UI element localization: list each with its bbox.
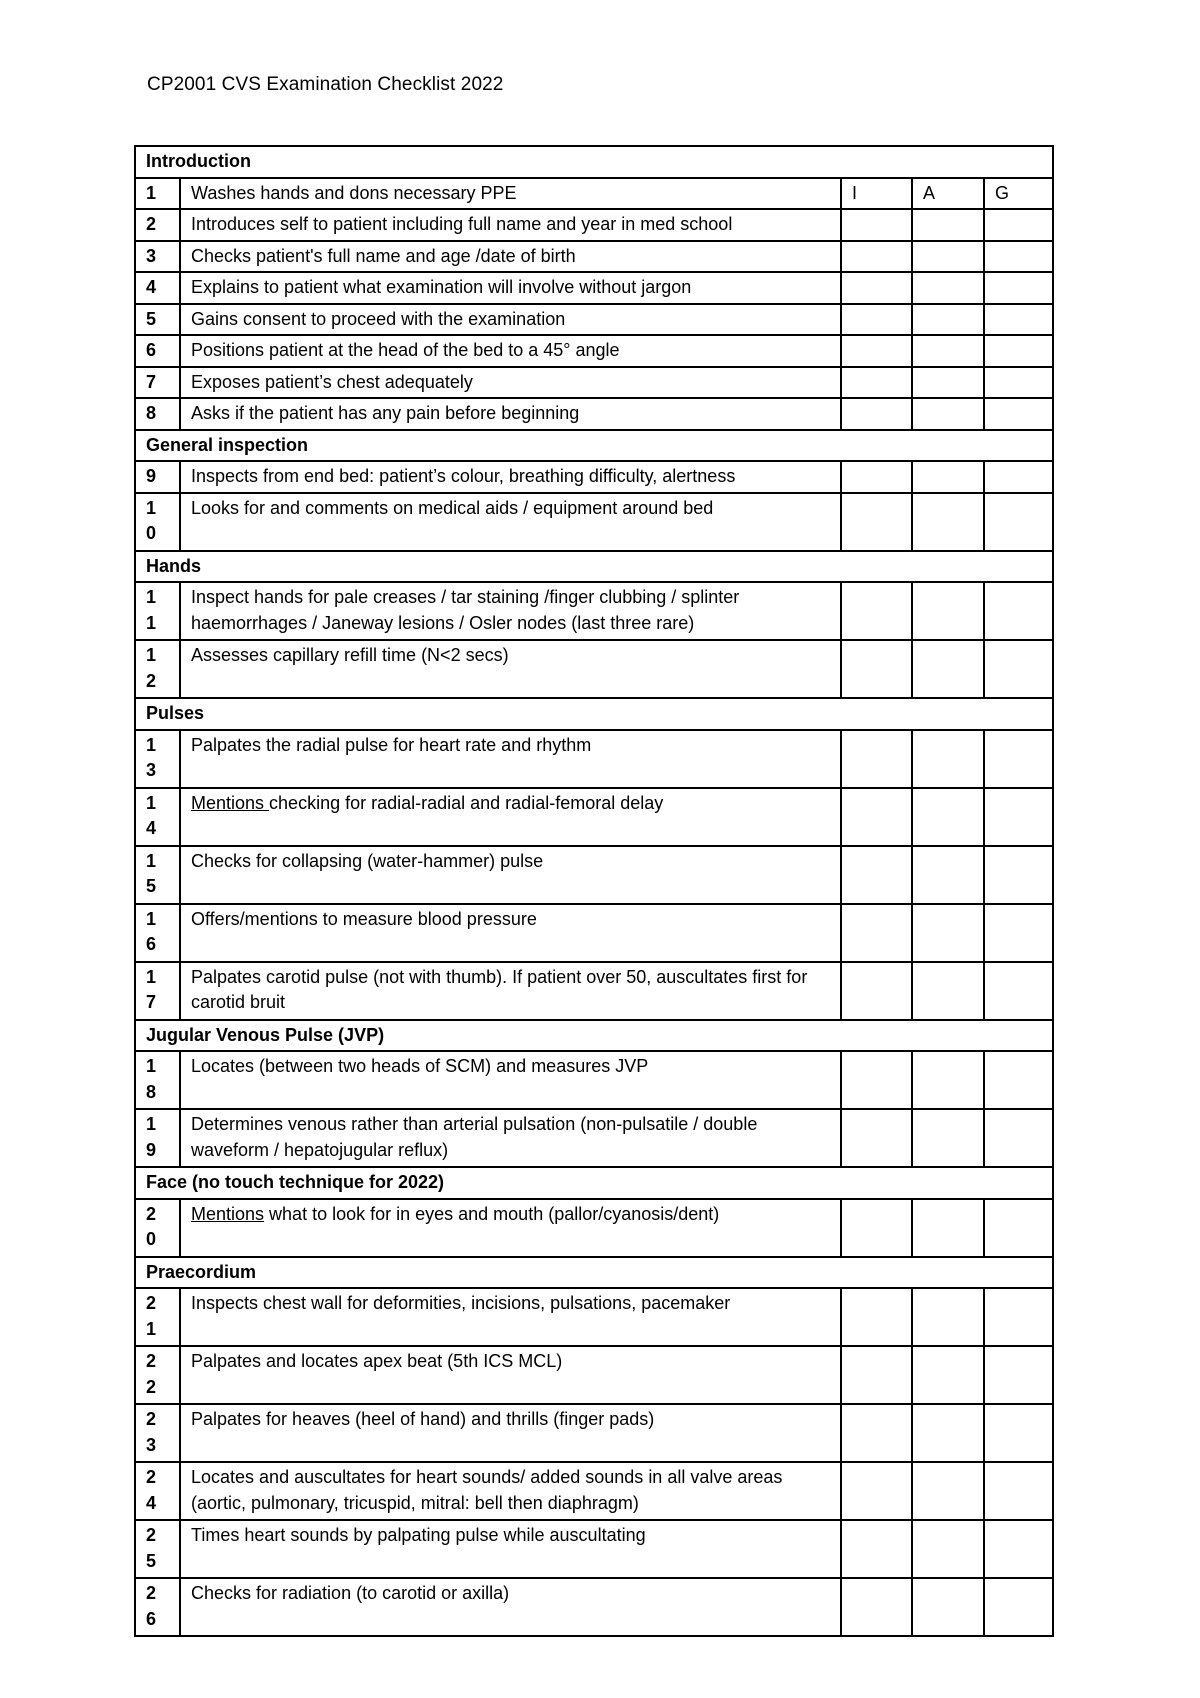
section-title: Praecordium [135,1257,1053,1289]
checklist-row [135,272,1053,304]
grade-cell-a[interactable] [912,272,984,304]
item-number-digit: 2 [146,1583,157,1603]
item-number-digit: 1 [146,850,157,871]
grade-cell-a[interactable] [912,1051,984,1109]
grade-cell-a[interactable] [912,1346,984,1404]
item-description [180,904,841,962]
item-text: Introduces self to patient including full name and year in med school [191,214,733,234]
checklist-row [135,582,1053,640]
grade-cell-i[interactable] [841,209,912,241]
item-number-digit: 1 [146,1056,157,1076]
section-header-row [135,551,1053,583]
item-number [135,1199,180,1257]
item-number-digit: 2 [146,670,157,691]
item-number-digit: 0 [146,1229,157,1249]
grade-cell-a[interactable] [912,304,984,336]
grade-cell-g[interactable] [984,640,1053,698]
grade-cell-i[interactable] [841,962,912,1020]
grade-cell-a[interactable] [912,461,984,493]
item-number-digit: 5 [146,1550,157,1571]
item-description [180,335,841,367]
checklist-row [135,1051,1053,1109]
item-number-digit: 2 [146,1467,157,1487]
checklist-row [135,730,1053,788]
item-number-digit: 0 [146,523,157,543]
item-number-digit: 1 [146,734,157,755]
item-number-digit: 4 [146,1492,157,1513]
checklist-row [135,640,1053,698]
item-number [135,178,180,210]
section-header-row [135,146,1053,178]
grade-cell-g[interactable] [984,1404,1053,1462]
item-description [180,1462,841,1520]
item-number-digit: 3 [146,1434,157,1455]
item-description [180,398,841,430]
checklist-row [135,846,1053,904]
checklist-row [135,1520,1053,1578]
checklist-row [135,962,1053,1020]
item-number-digit: 6 [146,1608,157,1629]
item-text: Exposes patient’s chest adequately [191,371,473,392]
item-number-digit: 1 [146,587,157,607]
grade-cell-g[interactable] [984,493,1053,551]
item-number-digit: 1 [146,792,157,813]
item-number-digit: 4 [146,277,157,297]
section-title: Pulses [135,698,1053,730]
checklist-row [135,335,1053,367]
checklist-row [135,1462,1053,1520]
item-text: checking for radial-radial and radial-femoral delay [269,792,664,813]
grade-cell-i[interactable] [841,1288,912,1346]
grade-cell-a[interactable] [912,640,984,698]
item-number [135,1578,180,1636]
item-description [180,367,841,399]
item-number-digit: 5 [146,308,157,329]
item-text: Locates (between two heads of SCM) and measures JVP [191,1056,649,1076]
grade-cell-g[interactable] [984,367,1053,399]
item-description [180,461,841,493]
grade-cell-i[interactable] [841,272,912,304]
grade-cell-a[interactable] [912,788,984,846]
item-description [180,178,841,210]
grade-cell-g[interactable] [984,730,1053,788]
item-number [135,304,180,336]
item-number-digit: 5 [146,876,157,896]
item-text: Asks if the patient has any pain before beginning [191,403,580,423]
checklist-row [135,209,1053,241]
grade-cell-g[interactable] [984,582,1053,640]
item-number [135,730,180,788]
item-number-digit: 1 [146,1318,157,1339]
item-description [180,1520,841,1578]
item-number [135,461,180,493]
grade-cell-a[interactable] [912,367,984,399]
item-number-digit: 1 [146,497,157,518]
grade-cell-i[interactable] [841,335,912,367]
item-number [135,904,180,962]
grade-cell-i[interactable] [841,1462,912,1520]
grade-cell-i[interactable] [841,493,912,551]
item-number [135,1520,180,1578]
item-number [135,640,180,698]
grade-cell-g[interactable] [984,272,1053,304]
grade-header-a: A [912,178,984,210]
grade-header-g: G [984,178,1053,210]
grade-cell-g[interactable] [984,209,1053,241]
checklist-row [135,367,1053,399]
item-description [180,730,841,788]
grade-cell-a[interactable] [912,582,984,640]
checklist-row [135,398,1053,430]
grade-cell-g[interactable] [984,241,1053,273]
grade-cell-g[interactable] [984,904,1053,962]
item-text: Looks for and comments on medical aids / equipment around bed [191,497,714,518]
item-emphasis: Mentions [191,792,270,813]
item-text: Offers/mentions to measure blood pressure [191,908,537,929]
item-number [135,846,180,904]
item-number [135,335,180,367]
grade-cell-g[interactable] [984,1051,1053,1109]
grade-cell-i[interactable] [841,846,912,904]
item-number [135,493,180,551]
grade-cell-a[interactable] [912,846,984,904]
item-description [180,962,841,1020]
item-number [135,1109,180,1167]
item-description [180,1288,841,1346]
item-text: Times heart sounds by palpating pulse while auscultating [191,1525,646,1545]
grade-cell-g[interactable] [984,304,1053,336]
item-number-digit: 3 [146,760,157,780]
item-description [180,1404,841,1462]
item-text: what to look for in eyes and mouth (pallor/cyanosis/dent) [264,1203,720,1224]
grade-cell-i[interactable] [841,640,912,698]
item-description [180,582,841,640]
grade-cell-i[interactable] [841,1051,912,1109]
grade-cell-i[interactable] [841,241,912,273]
item-description [180,1051,841,1109]
item-number-digit: 2 [146,1409,157,1429]
grade-cell-a[interactable] [912,1288,984,1346]
checklist-row [135,1404,1053,1462]
grade-cell-i[interactable] [841,904,912,962]
item-number [135,1346,180,1404]
item-number [135,1404,180,1462]
item-text: Positions patient at the head of the bed to a 45° angle [191,340,620,360]
item-number-digit: 9 [146,466,157,486]
grade-cell-g[interactable] [984,1109,1053,1167]
item-description [180,1109,841,1167]
item-description [180,241,841,273]
grade-cell-a[interactable] [912,1578,984,1636]
section-title: Face (no touch technique for 2022) [135,1167,1053,1199]
checklist-row [135,1346,1053,1404]
item-number-digit: 4 [146,818,157,838]
item-number-digit: 1 [146,182,157,203]
item-text: Gains consent to proceed with the examination [191,308,566,329]
grade-cell-g[interactable] [984,1346,1053,1404]
item-description [180,272,841,304]
item-text: Palpates the radial pulse for heart rate and rhythm [191,734,592,755]
item-text: Palpates for heaves (heel of hand) and thrills (finger pads) [191,1409,655,1429]
item-text: Palpates and locates apex beat (5th ICS MCL) [191,1351,563,1371]
checklist-row [135,1109,1053,1167]
section-header-row [135,698,1053,730]
item-number [135,962,180,1020]
item-text: Inspects from end bed: patient’s colour, breathing difficulty, alertness [191,466,736,486]
item-text: Washes hands and dons necessary PPE [191,182,517,203]
grade-cell-a[interactable] [912,398,984,430]
item-text: Checks patient's full name and age /date of birth [191,245,576,266]
grade-cell-i[interactable] [841,1199,912,1257]
item-number [135,272,180,304]
item-number-digit: 1 [146,966,157,987]
item-number-digit: 1 [146,645,157,665]
item-number [135,1288,180,1346]
grade-cell-i[interactable] [841,1404,912,1462]
grade-cell-a[interactable] [912,335,984,367]
item-number-digit: 9 [146,1139,157,1160]
grade-cell-i[interactable] [841,1578,912,1636]
item-number-digit: 8 [146,403,157,423]
grade-cell-i[interactable] [841,398,912,430]
item-description [180,846,841,904]
grade-cell-a[interactable] [912,1199,984,1257]
item-number-digit: 2 [146,1293,157,1313]
item-text: Explains to patient what examination will involve without jargon [191,277,692,297]
section-header-row [135,1257,1053,1289]
grade-cell-g[interactable] [984,1199,1053,1257]
grade-cell-g[interactable] [984,398,1053,430]
grade-cell-g[interactable] [984,1578,1053,1636]
item-number [135,1462,180,1520]
item-description [180,304,841,336]
grade-cell-a[interactable] [912,1520,984,1578]
item-number-digit: 6 [146,340,157,360]
grade-cell-a[interactable] [912,904,984,962]
item-description [180,209,841,241]
checklist-table [134,145,1054,1637]
item-number-digit: 2 [146,1351,157,1371]
section-header-row [135,1020,1053,1052]
grade-cell-i[interactable] [841,1520,912,1578]
item-number-digit: 2 [146,214,157,234]
section-header-row [135,430,1053,462]
grade-cell-i[interactable] [841,304,912,336]
grade-cell-i[interactable] [841,461,912,493]
item-number [135,209,180,241]
item-number [135,367,180,399]
item-text: Inspects chest wall for deformities, incisions, pulsations, pacemaker [191,1293,731,1313]
item-description [180,788,841,846]
item-emphasis: Mentions [191,1203,265,1224]
item-description [180,640,841,698]
grade-cell-a[interactable] [912,209,984,241]
item-number-digit: 1 [146,612,157,633]
item-number-digit: 7 [146,992,157,1012]
grade-cell-g[interactable] [984,1462,1053,1520]
item-number [135,788,180,846]
item-number-digit: 2 [146,1525,157,1545]
item-number-digit: 7 [146,371,157,392]
section-title: Introduction [135,146,1053,178]
grade-cell-g[interactable] [984,846,1053,904]
item-number-digit: 6 [146,934,157,954]
grade-cell-a[interactable] [912,493,984,551]
grade-cell-i[interactable] [841,1109,912,1167]
grade-cell-g[interactable] [984,461,1053,493]
item-number-digit: 2 [146,1376,157,1397]
item-number-digit: 2 [146,1203,157,1224]
grade-cell-g[interactable] [984,962,1053,1020]
grade-cell-g[interactable] [984,1288,1053,1346]
grade-cell-i[interactable] [841,1346,912,1404]
item-description [180,1578,841,1636]
item-text: Inspect hands for pale creases / tar staining /finger clubbing / splinter haemorrhages / Janeway lesions / Osler nodes (last three rare) [191,587,740,633]
item-description [180,1346,841,1404]
item-text: Palpates carotid pulse (not with thumb). If patient over 50, auscultates first for carotid bruit [191,966,808,1012]
item-number [135,398,180,430]
grade-cell-a[interactable] [912,1462,984,1520]
grade-cell-a[interactable] [912,241,984,273]
section-title: Jugular Venous Pulse (JVP) [135,1020,1053,1052]
section-header-row [135,1167,1053,1199]
section-title: Hands [135,551,1053,583]
item-text: Checks for collapsing (water-hammer) pulse [191,850,544,871]
checklist-row [135,304,1053,336]
grade-cell-a[interactable] [912,730,984,788]
checklist-row [135,241,1053,273]
item-text: Locates and auscultates for heart sounds/ added sounds in all valve areas (aortic, pulmonary, tricuspid, mitral: bell then diaphragm) [191,1467,783,1513]
item-number [135,241,180,273]
item-number-digit: 1 [146,908,157,929]
checklist-row [135,1288,1053,1346]
item-text: Checks for radiation (to carotid or axilla) [191,1583,510,1603]
item-number-digit: 1 [146,1114,157,1134]
grade-cell-a[interactable] [912,1404,984,1462]
grade-cell-i[interactable] [841,367,912,399]
item-number [135,582,180,640]
item-text: Determines venous rather than arterial pulsation (non-pulsatile / double waveform / hepatojugular reflux) [191,1114,758,1160]
grade-cell-a[interactable] [912,962,984,1020]
grade-cell-i[interactable] [841,730,912,788]
checklist-row [135,1199,1053,1257]
checklist-row [135,1578,1053,1636]
grade-cell-g[interactable] [984,335,1053,367]
item-description [180,493,841,551]
checklist-row [135,178,1053,210]
checklist-row [135,461,1053,493]
checklist-row [135,788,1053,846]
checklist-row [135,493,1053,551]
item-number-digit: 8 [146,1081,157,1102]
grade-cell-g[interactable] [984,1520,1053,1578]
grade-header-i: I [841,178,912,210]
section-title: General inspection [135,430,1053,462]
grade-cell-a[interactable] [912,1109,984,1167]
item-text: Assesses capillary refill time (N<2 secs) [191,645,509,665]
checklist-row [135,904,1053,962]
document-title: CP2001 CVS Examination Checklist 2022 [147,74,504,95]
grade-cell-i[interactable] [841,788,912,846]
item-number [135,1051,180,1109]
grade-cell-i[interactable] [841,582,912,640]
grade-cell-g[interactable] [984,788,1053,846]
item-number-digit: 3 [146,245,157,266]
item-description [180,1199,841,1257]
